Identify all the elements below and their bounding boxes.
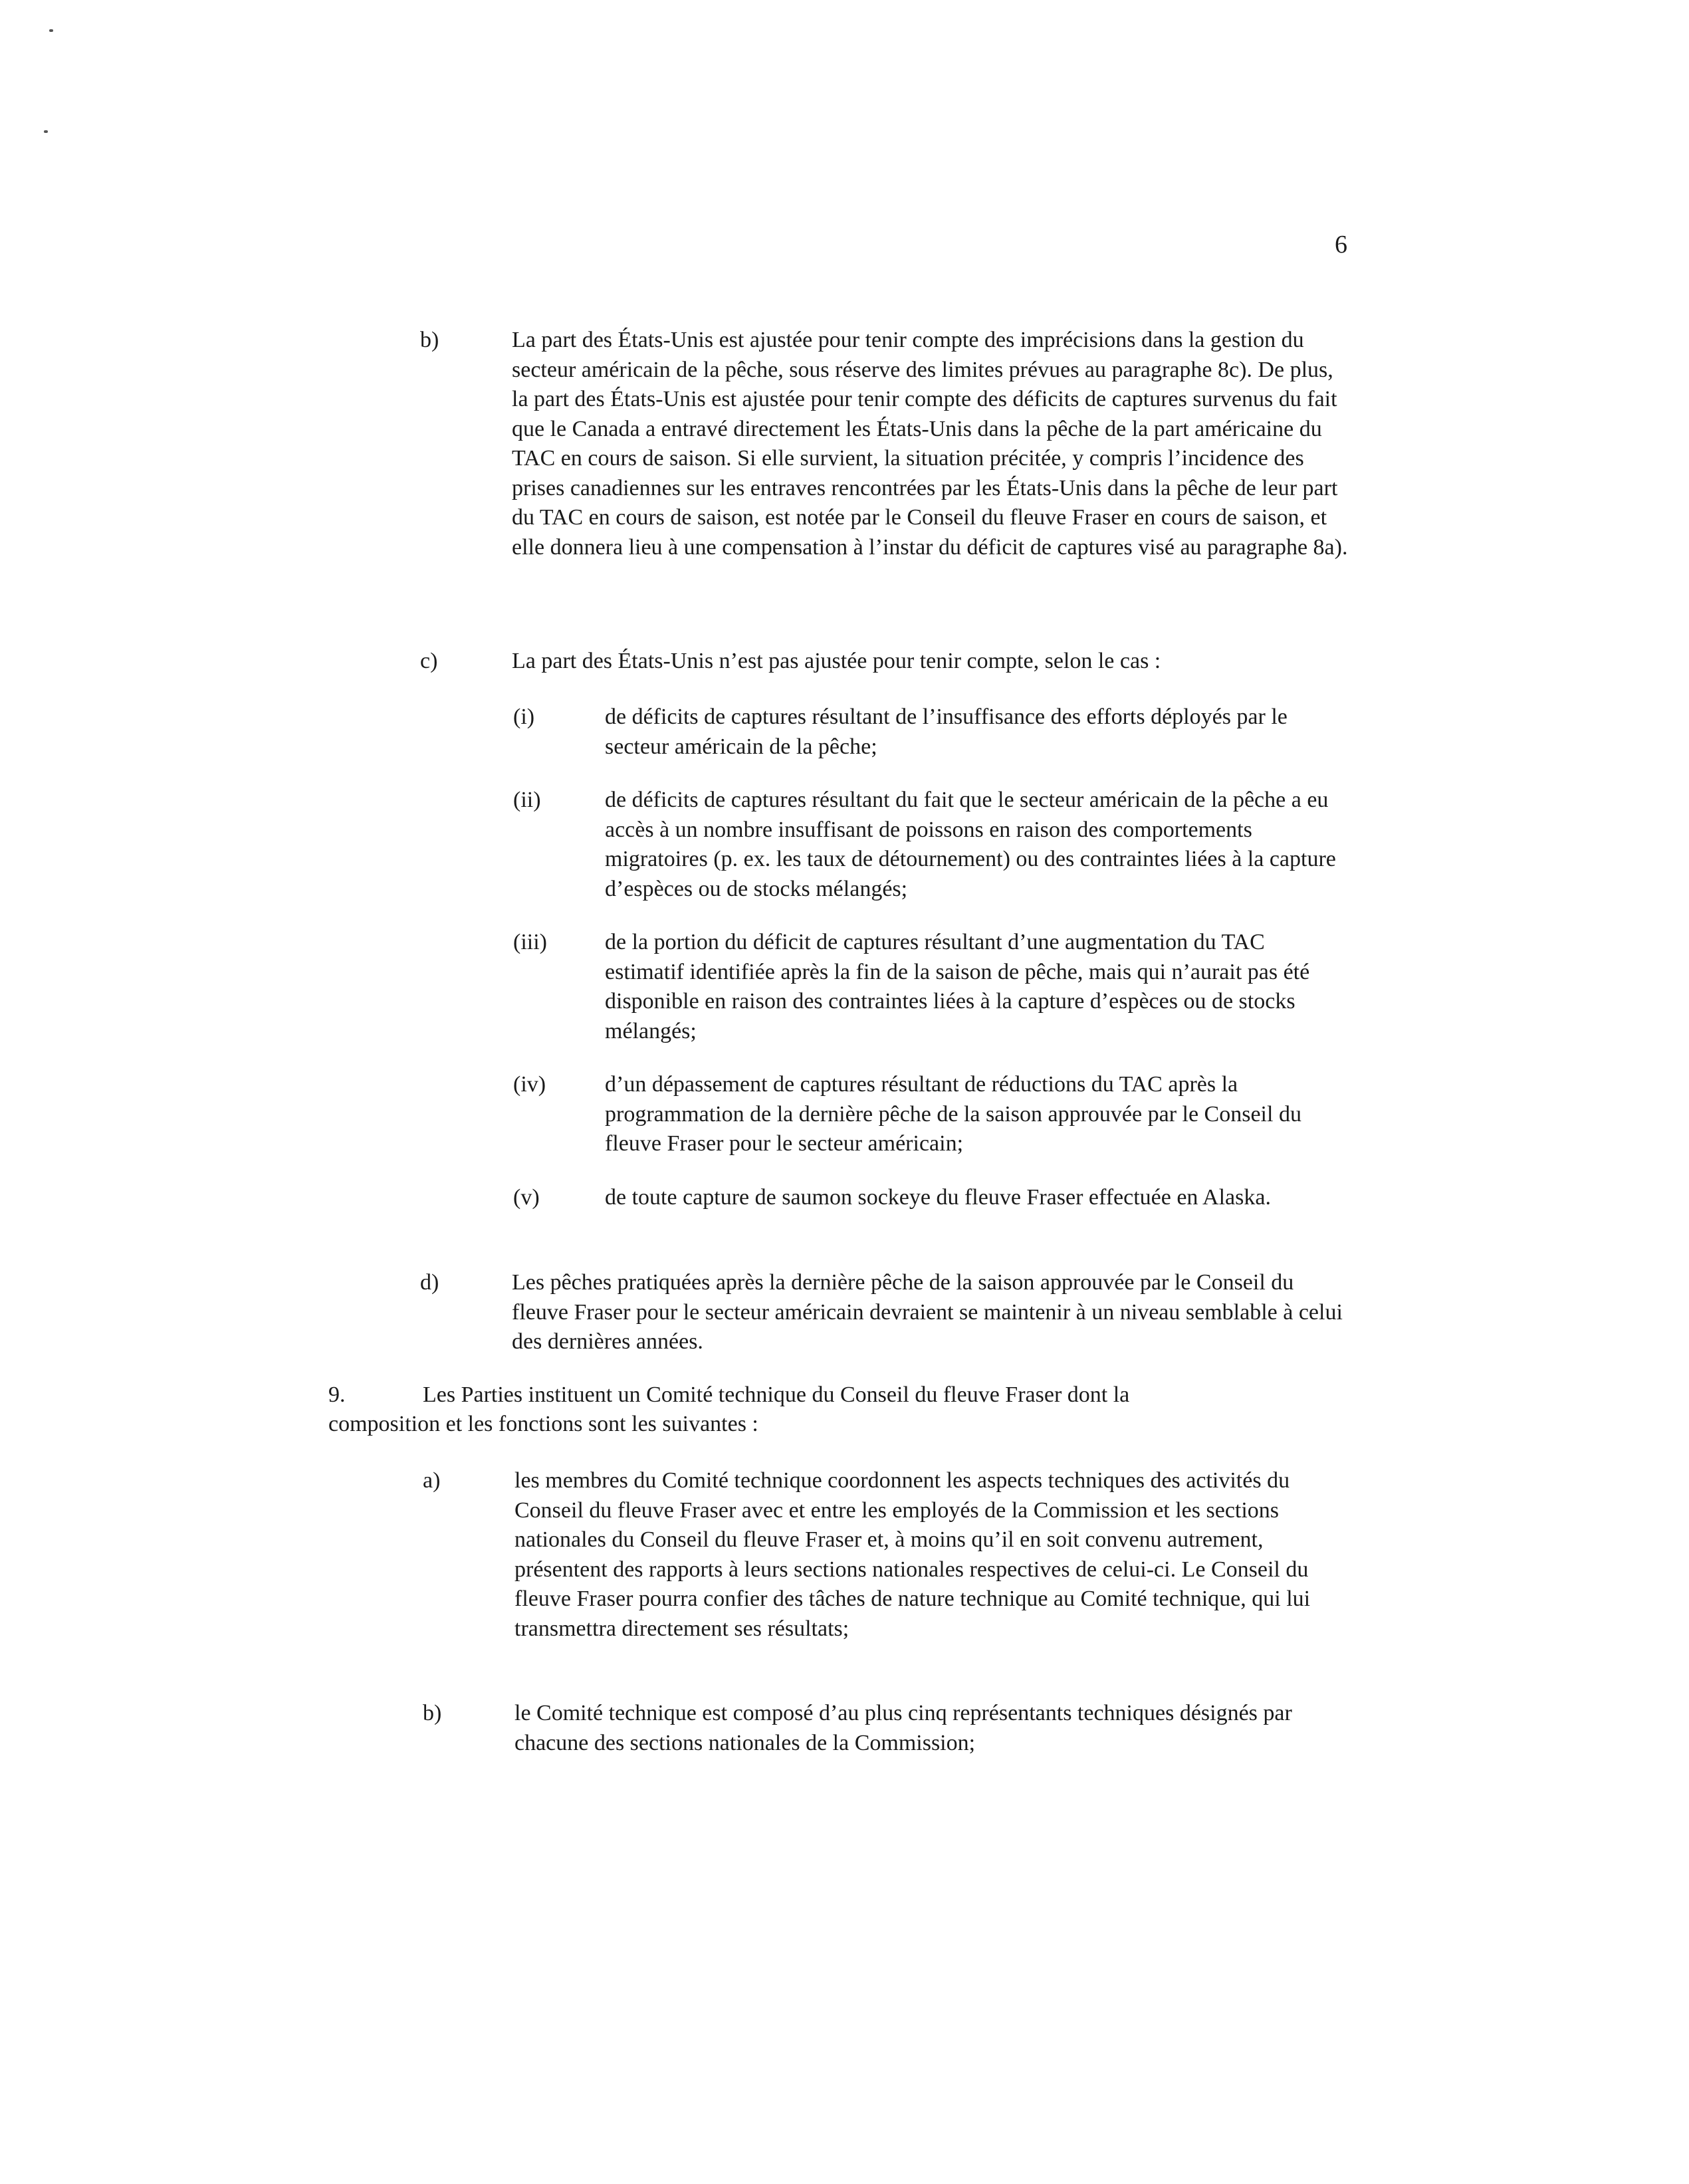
item-text: La part des États-Unis n’est pas ajustée pour tenir compte, selon le cas : bbox=[512, 649, 1161, 673]
subitem-label: (iv) bbox=[513, 1072, 546, 1097]
subitem-text: de déficits de captures résultant de l’insuffisance des efforts déployés par le secteur américain de la pêche; bbox=[605, 705, 1288, 759]
item-text: Les pêches pratiquées après la dernière pêche de la saison approuvée par le Conseil du fleuve Fraser pour le secteur américain devraient se maintenir à un niveau semblable à celui des dernières années. bbox=[512, 1270, 1343, 1354]
item-label: b) bbox=[423, 1701, 442, 1725]
item-label: b) bbox=[420, 328, 439, 352]
item-text: La part des États-Unis est ajustée pour tenir compte des imprécisions dans la gestion du secteur américain de la pêche, sous réserve des limites prévues au paragraphe 8c). De plus, la part des États-Unis est ajustée pour tenir compte des déficits de captures survenus du fait que le Canada a entravé directement les États-Unis dans la pêche de la part américaine du TAC en cours de saison. Si elle survient, la situation précitée, y compris l’incidence des prises canadiennes sur les entraves rencontrées par les États-Unis dans la pêche de leur part du TAC en cours de saison, est notée par le Conseil du fleuve Fraser en cours de saison, et elle donnera lieu à une compensation à l’instar du déficit de captures visé au paragraphe 8a). bbox=[512, 328, 1348, 560]
subitem-label: (v) bbox=[513, 1185, 540, 1210]
subitem-label: (i) bbox=[513, 705, 535, 729]
subitem-text: d’un dépassement de captures résultant de réductions du TAC après la programmation de la dernière pêche de la saison approuvée par le Conseil du fleuve Fraser pour le secteur américain; bbox=[605, 1072, 1301, 1156]
page-number: 6 bbox=[1335, 231, 1347, 259]
scan-speck bbox=[44, 130, 48, 133]
item-label: d) bbox=[420, 1270, 439, 1295]
subitem-label: (iii) bbox=[513, 930, 547, 954]
subitem-text: de toute capture de saumon sockeye du fleuve Fraser effectuée en Alaska. bbox=[605, 1185, 1271, 1210]
item-text: le Comité technique est composé d’au plus cinq représentants techniques désignés par chacune des sections nationales de la Commission; bbox=[514, 1701, 1292, 1755]
subitem-label: (ii) bbox=[513, 788, 541, 812]
item-label: a) bbox=[423, 1468, 441, 1493]
paragraph-text: Les Parties instituent un Comité technique du Conseil du fleuve Fraser dont la bbox=[423, 1382, 1130, 1407]
paragraph-text-continued: composition et les fonctions sont les suivantes : bbox=[328, 1412, 758, 1436]
scan-speck bbox=[49, 29, 53, 32]
subitem-text: de déficits de captures résultant du fait que le secteur américain de la pêche a eu accès à un nombre insuffisant de poissons en raison des comportements migratoires (p. ex. les taux de détournement) ou des contraintes liées à la capture d’espèces ou de stocks mélangés; bbox=[605, 788, 1336, 901]
subitem-text: de la portion du déficit de captures résultant d’une augmentation du TAC estimatif identifiée après la fin de la saison de pêche, mais qui n’aurait pas été disponible en raison des contraintes liées à la capture d’espèces ou de stocks mélangés; bbox=[605, 930, 1310, 1043]
paragraph-number: 9. bbox=[328, 1382, 346, 1407]
item-label: c) bbox=[420, 649, 438, 673]
item-text: les membres du Comité technique coordonnent les aspects techniques des activités du Conseil du fleuve Fraser avec et entre les employés de la Commission et les sections nationales du Conseil du fleuve Fraser et, à moins qu’il en soit convenu autrement, présentent des rapports à leurs sections nationales respectives de celui-ci. Le Conseil du fleuve Fraser pourra confier des tâches de nature technique au Comité technique, qui lui transmettra directement ses résultats; bbox=[514, 1468, 1311, 1641]
